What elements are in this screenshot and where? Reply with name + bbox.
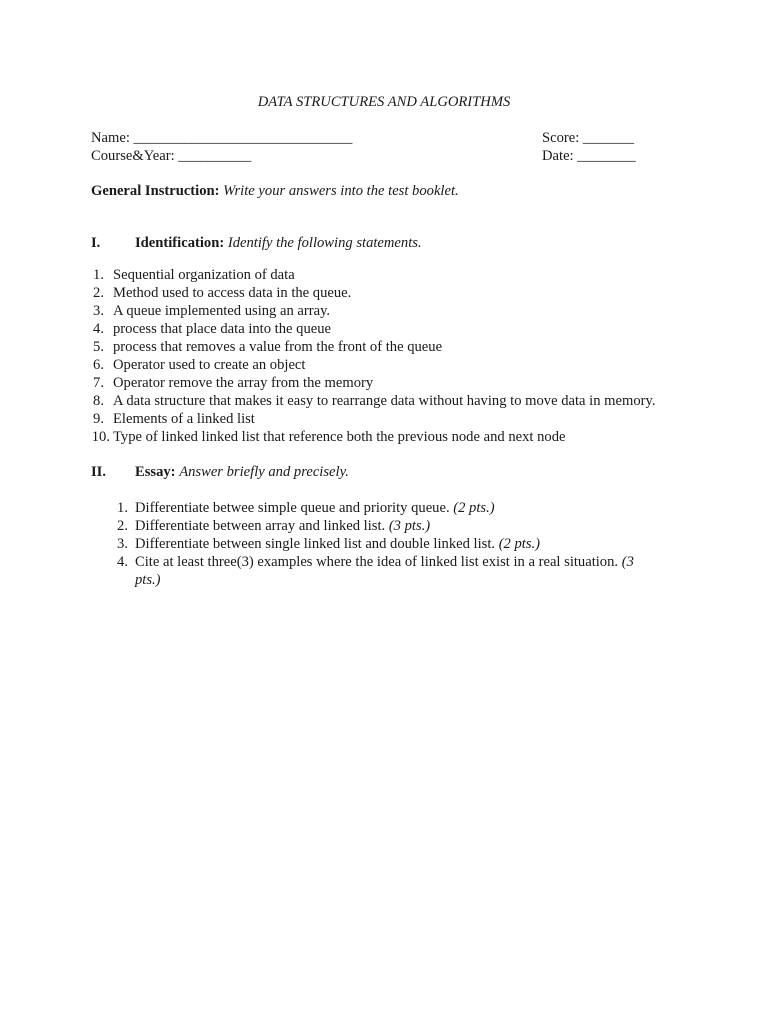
item-number: 10. bbox=[91, 429, 110, 445]
item-text: Operator used to create an object bbox=[113, 357, 306, 373]
section2-instruction: Answer briefly and precisely. bbox=[179, 464, 349, 480]
section1-instruction: Identify the following statements. bbox=[227, 235, 422, 251]
item-text: Type of linked linked list that reference both the previous node and next node bbox=[113, 429, 566, 445]
item-number: 1. bbox=[93, 267, 104, 283]
item-number: 2. bbox=[117, 518, 128, 534]
essay-question: Differentiate betwee simple queue and priority queue. bbox=[135, 500, 454, 516]
essay-points: (3 pts.) bbox=[388, 518, 431, 534]
section2-numeral: II. bbox=[91, 464, 107, 480]
item-number: 4. bbox=[93, 321, 104, 337]
general-instruction bbox=[91, 182, 459, 200]
name-field-label: Name: ______________________________ bbox=[91, 130, 353, 146]
essay-question: Differentiate between array and linked list. bbox=[135, 518, 389, 534]
item-text: Method used to access data in the queue. bbox=[113, 285, 352, 301]
item-number: 7. bbox=[93, 375, 104, 391]
item-number: 9. bbox=[93, 411, 104, 427]
section2-label: Essay: bbox=[135, 464, 176, 480]
item-number: 6. bbox=[93, 357, 104, 373]
section1-label: Identification: bbox=[135, 235, 225, 251]
item-text: Elements of a linked list bbox=[113, 411, 255, 427]
section2-heading bbox=[135, 463, 349, 481]
general-instruction-text: Write your answers into the test booklet. bbox=[223, 183, 459, 199]
item-text bbox=[135, 517, 430, 535]
item-text bbox=[135, 553, 655, 589]
item-number: 2. bbox=[93, 285, 104, 301]
item-text bbox=[135, 535, 540, 553]
general-instruction-label: General Instruction: bbox=[91, 183, 220, 199]
item-number: 1. bbox=[117, 500, 128, 516]
essay-points: (3 pts.) bbox=[135, 554, 634, 588]
item-text: process that place data into the queue bbox=[113, 321, 332, 337]
essay-points: (2 pts.) bbox=[453, 500, 495, 516]
date-field-label: Date: ________ bbox=[542, 148, 636, 164]
item-text bbox=[135, 499, 495, 517]
course-year-field-label: Course&Year: __________ bbox=[91, 148, 252, 164]
section1-numeral: I. bbox=[91, 235, 101, 251]
item-number: 3. bbox=[93, 303, 104, 319]
item-text: Sequential organization of data bbox=[113, 267, 295, 283]
item-text: process that removes a value from the front of the queue bbox=[113, 339, 443, 355]
essay-points: (2 pts.) bbox=[498, 536, 541, 552]
document-title: DATA STRUCTURES AND ALGORITHMS bbox=[257, 94, 511, 110]
item-text: A data structure that makes it easy to rearrange data without having to move data in memory. bbox=[113, 393, 656, 409]
essay-question: Differentiate between single linked list and double linked list. bbox=[135, 536, 499, 552]
item-text: A queue implemented using an array. bbox=[113, 303, 331, 319]
score-field-label: Score: _______ bbox=[542, 130, 635, 146]
item-number: 5. bbox=[93, 339, 104, 355]
item-number: 3. bbox=[117, 536, 128, 552]
item-text: Operator remove the array from the memory bbox=[113, 375, 374, 391]
essay-question: Cite at least three(3) examples where the idea of linked list exist in a real situation. bbox=[135, 554, 622, 570]
item-number: 4. bbox=[117, 554, 128, 570]
item-number: 8. bbox=[93, 393, 104, 409]
section1-heading bbox=[135, 234, 422, 252]
